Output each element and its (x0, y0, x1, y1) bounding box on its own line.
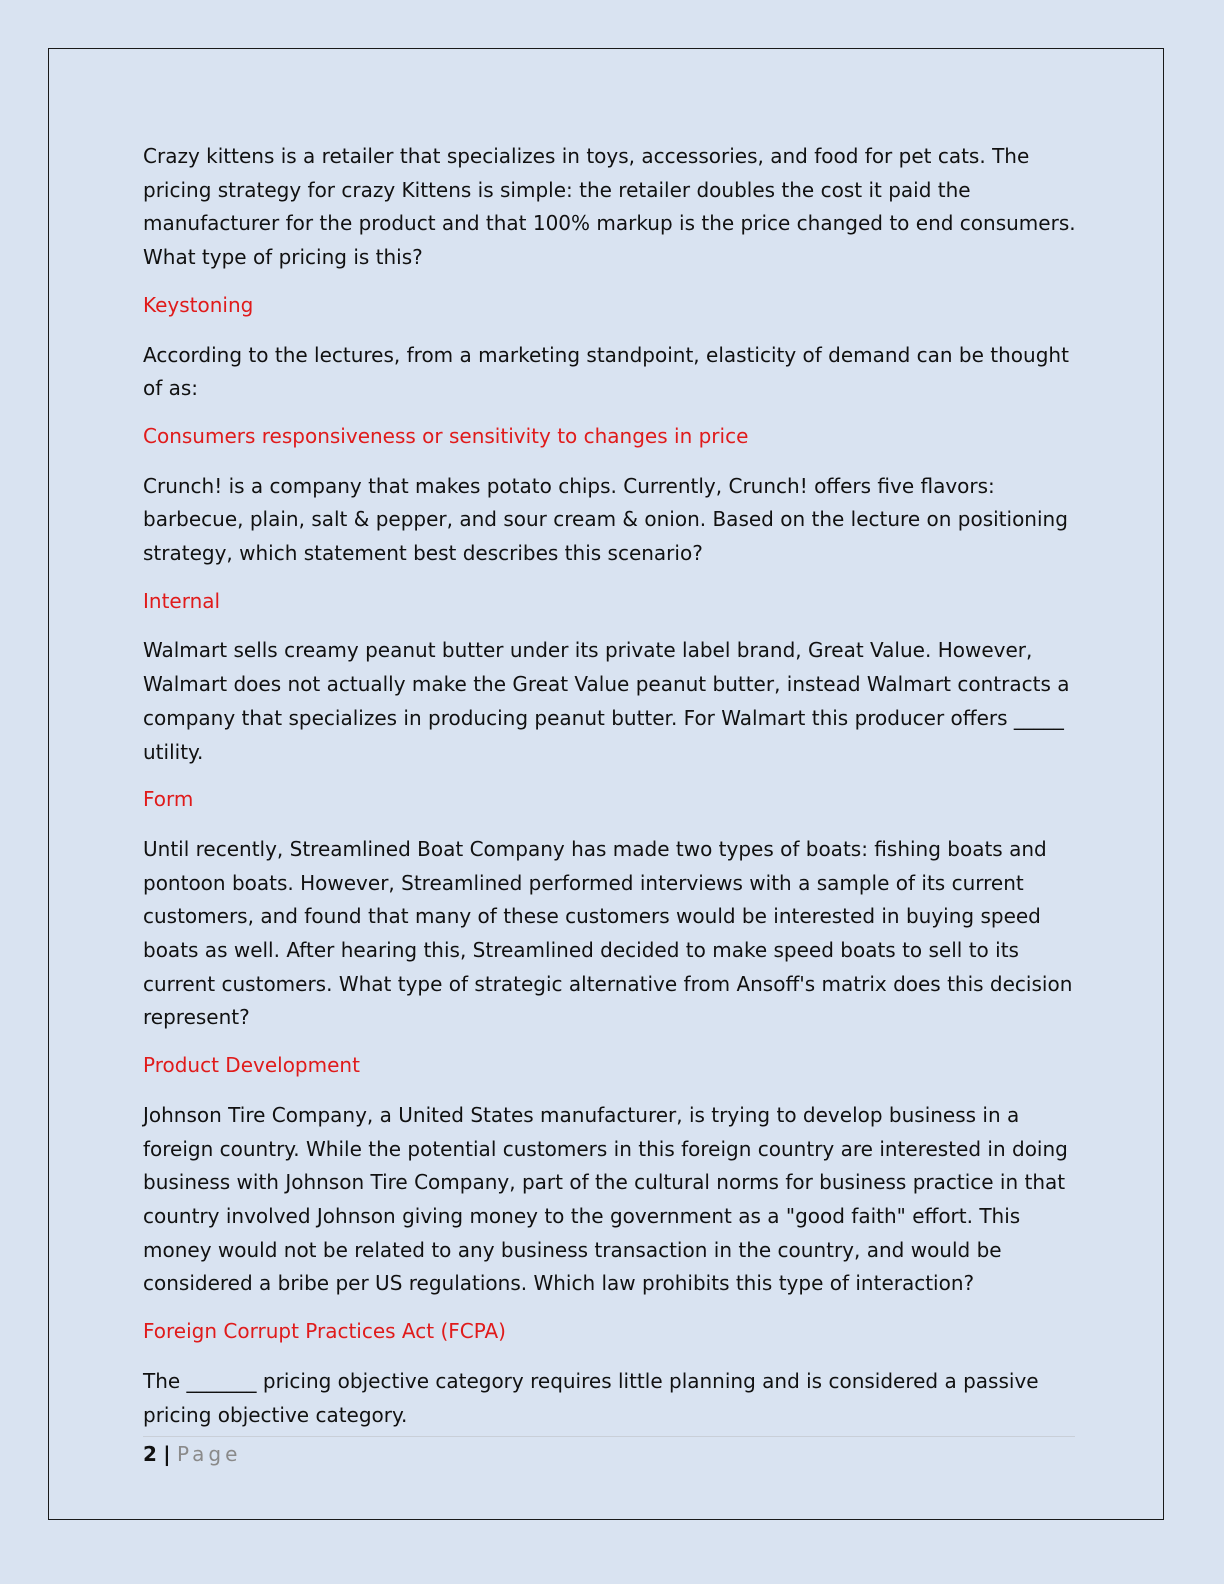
question-7: The _______ pricing objective category requires little planning and is considered a passive pricing objective category. (143, 1368, 1039, 1427)
document-body (143, 140, 1078, 1446)
answer-3: Internal (143, 588, 221, 613)
page-label: Page (176, 1442, 242, 1466)
question-2: According to the lectures, from a marketing standpoint, elasticity of demand can be thought of as: (143, 342, 1069, 401)
question-4: Walmart sells creamy peanut butter under its private label brand, Great Value. However, Walmart does not actually make the Great Value peanut butter, instead Walmart contracts a company that specializes in producing peanut butter. For Walmart this producer offers _____ utility. (143, 638, 1070, 764)
answer-5: Product Development (143, 1053, 360, 1078)
page-number: 2 (143, 1442, 157, 1466)
answer-1: Keystoning (143, 292, 254, 317)
footer-divider (143, 1436, 1075, 1437)
footer-separator: | (163, 1442, 171, 1466)
question-1: Crazy kittens is a retailer that specializes in toys, accessories, and food for pet cats. The pricing strategy for crazy Kittens is simple: the retailer doubles the cost it paid the manufacturer for the product and that 100% markup is the price changed to end consumers. What type of pricing is this? (143, 144, 1076, 270)
answer-4: Form (143, 787, 194, 812)
question-3: Crunch! is a company that makes potato chips. Currently, Crunch! offers five flavors: barbecue, plain, salt & pepper, and sour cream & onion. Based on the lecture on positioning strategy, which statement best describes this scenario? (143, 473, 1068, 566)
answer-6: Foreign Corrupt Practices Act (FCPA) (143, 1319, 506, 1344)
answer-2: Consumers responsiveness or sensitivity to changes in price (143, 423, 749, 448)
question-6: Johnson Tire Company, a United States manufacturer, is trying to develop business in a foreign country. While the potential customers in this foreign country are interested in doing business with Johnson Tire Company, part of the cultural norms for business practice in that country involved Johnson giving money to the government as a "good faith" effort. This money would not be related to any business transaction in the country, and would be considered a bribe per US regulations. Which law prohibits this type of interaction? (143, 1102, 1068, 1296)
question-5: Until recently, Streamlined Boat Company has made two types of boats: fishing boats and pontoon boats. However, Streamlined performed interviews with a sample of its current customers, and found that many of these customers would be interested in buying speed boats as well. After hearing this, Streamlined decided to make speed boats to sell to its current customers. What type of strategic alternative from Ansoff's matrix does this decision represent? (143, 836, 1073, 1030)
page-footer (143, 1440, 241, 1468)
